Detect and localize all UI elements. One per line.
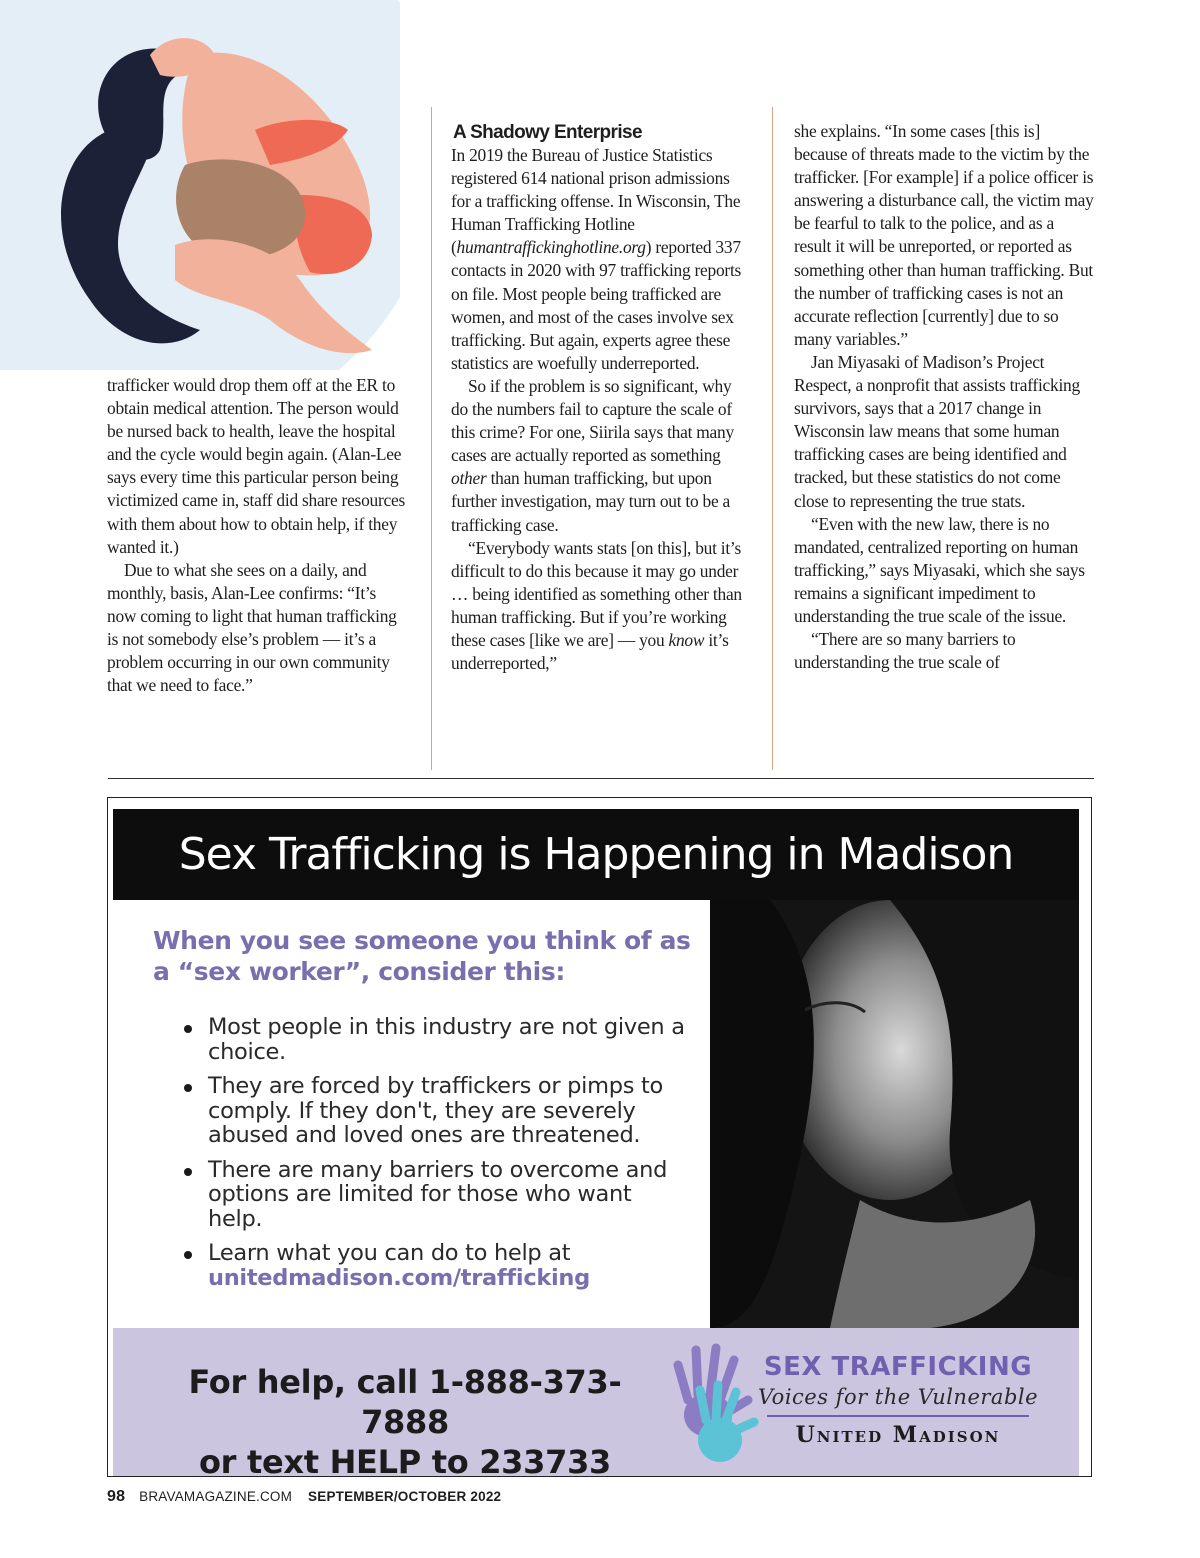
- list-item: They are forced by traffickers or pimps to comply. If they don't, they are severely abused and loved ones are threatened.: [178, 1074, 688, 1148]
- article-column-3: [794, 120, 1094, 674]
- woman-portrait-photo: [710, 900, 1079, 1328]
- article-paragraph: Due to what she sees on a daily, and monthly, basis, Alan-Lee confirms: “It’s now coming to light that human trafficking is not somebody else’s problem — it’s a problem occurring in our own community that we need to face.”: [107, 559, 397, 696]
- article-paragraph: she explains. “In some cases [this is] because of threats made to the victim by the trafficker. [For example] if a police officer is answering a disturbance call, the victim may be fearful to talk to the police, and as a result it will be unreported, or reported as something other than human trafficking. But the number of trafficking cases is not an accurate reflection [currently] due to so many variables.”: [794, 121, 1094, 349]
- ad-bullet-list: [178, 1015, 688, 1300]
- brand-divider: [767, 1415, 1029, 1417]
- page-number: 98: [107, 1488, 126, 1505]
- article-paragraph: “Even with the new law, there is no mandated, centralized reporting on human trafficking,” says Miyasaki, which she says remains a significant impediment to understanding the true scale of the issue.: [794, 513, 1085, 626]
- list-item: There are many barriers to overcome and options are limited for those who want help.: [178, 1158, 688, 1232]
- article-column-1: [107, 374, 407, 697]
- ad-lead-text: When you see someone you think of as a “sex worker”, consider this:: [153, 926, 691, 986]
- help-hotline-text: For help, call 1-888-373-7888 or text HELP to 233733: [188, 1363, 622, 1481]
- article-paragraph: In 2019 the Bureau of Justice Statistics registered 614 national prison admissions for a trafficking offense. In Wisconsin, The Human Trafficking Hotline (humantraffickinghotline.org) reported 337 contacts in 2020 with 97 trafficking reports on file. Most people being trafficked are women, and most of the cases involve sex trafficking. But again, experts agree these statistics are woefully underreported.: [451, 145, 742, 373]
- bullet-icon: [184, 1025, 192, 1033]
- hotline-url: humantraffickinghotline.org: [456, 237, 646, 258]
- ad-headline: Sex Trafficking is Happening in Madison: [113, 809, 1079, 900]
- unitedmadison-link[interactable]: unitedmadison.com/trafficking: [208, 1264, 590, 1291]
- page-footer: [107, 1488, 501, 1506]
- article-paragraph: “Everybody wants stats [on this], but it’s difficult to do this because it may go under … being identified as something other than human trafficking. But if you’re working these cases [like we are] — you know it’s underreported,”: [451, 537, 742, 674]
- issue-date: SEPTEMBER/OCTOBER 2022: [308, 1489, 502, 1504]
- section-divider: [108, 778, 1094, 779]
- site-name: BRAVAMAGAZINE.COM: [139, 1489, 293, 1504]
- article-column-2: [451, 120, 751, 675]
- united-madison-brand: [748, 1351, 1048, 1451]
- bullet-icon: [184, 1168, 192, 1176]
- article-paragraph: So if the problem is so significant, why do the numbers fail to capture the scale of this crime? For one, Siirila says that many cases are actually reported as something other than human trafficking, but upon further investigation, may turn out to be a trafficking case.: [451, 375, 734, 535]
- bullet-icon: [184, 1251, 192, 1259]
- brand-org: United Madison: [795, 1422, 1001, 1448]
- section-subhead: A Shadowy Enterprise: [453, 122, 642, 143]
- column-divider: [431, 107, 432, 770]
- column-divider: [772, 107, 773, 770]
- article-paragraph: “There are so many barriers to understanding the true scale of: [794, 629, 1016, 673]
- bullet-icon: [184, 1084, 192, 1092]
- brand-tagline: Voices for the Vulnerable: [757, 1385, 1039, 1409]
- article-paragraph: trafficker would drop them off at the ER to obtain medical attention. The person would be nursed back to health, leave the hospital and the cycle would begin again. (Alan-Lee says every time this particular person being victimized came in, staff did share resources with them about how to obtain help, if they wanted it.): [107, 375, 405, 557]
- brand-title: SEX TRAFFICKING: [763, 1352, 1033, 1382]
- article-paragraph: Jan Miyasaki of Madison’s Project Respect, a nonprofit that assists trafficking survivors, says that a 2017 change in Wisconsin law means that some human trafficking cases are being identified and tracked, but these statistics do not come close to representing the true stats.: [794, 351, 1080, 511]
- crouching-woman-illustration: [0, 0, 400, 370]
- list-item: Learn what you can do to help at unitedmadison.com/trafficking: [178, 1241, 688, 1290]
- list-item: Most people in this industry are not given a choice.: [178, 1015, 688, 1064]
